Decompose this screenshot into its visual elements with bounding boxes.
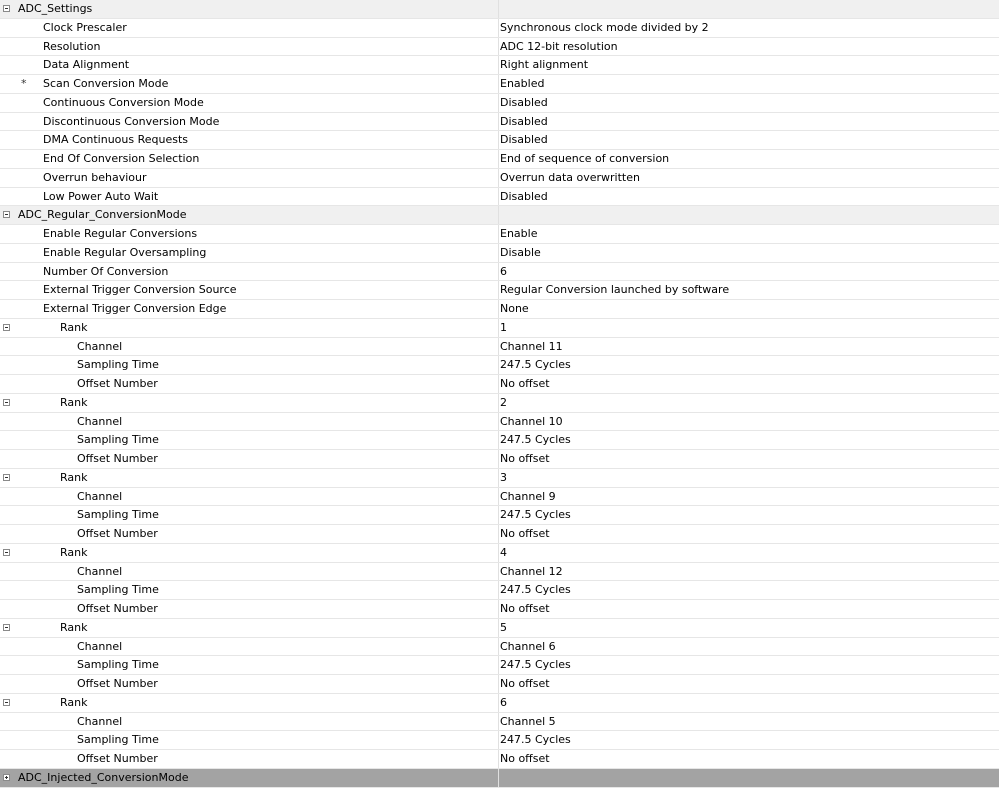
collapse-icon[interactable]: [3, 549, 10, 556]
property-name: Offset Number: [77, 377, 158, 390]
property-value[interactable]: 247.5 Cycles: [500, 583, 571, 597]
property-row[interactable]: [0, 263, 999, 282]
property-row[interactable]: [0, 375, 999, 394]
column-divider: [498, 113, 499, 131]
group-row[interactable]: [0, 206, 999, 225]
property-value[interactable]: No offset: [500, 677, 550, 690]
collapse-icon[interactable]: [3, 474, 10, 481]
property-value[interactable]: Channel 12: [500, 564, 563, 578]
property-value[interactable]: Right alignment: [500, 58, 589, 72]
property-name: Rank: [60, 545, 88, 559]
property-name: ADC_Injected_ConversionMode: [18, 770, 189, 784]
property-row[interactable]: [0, 581, 999, 600]
property-row[interactable]: [0, 94, 999, 113]
column-divider: [498, 263, 499, 281]
property-name: Sampling Time: [77, 583, 159, 597]
column-divider: [498, 131, 499, 149]
column-divider: [498, 731, 499, 749]
property-row[interactable]: [0, 675, 999, 694]
expand-icon[interactable]: [3, 774, 10, 781]
column-divider: [498, 94, 499, 112]
column-divider: [498, 150, 499, 168]
column-divider: [498, 506, 499, 524]
property-row[interactable]: [0, 300, 999, 319]
rank-row[interactable]: [0, 694, 999, 713]
column-divider: [498, 600, 499, 618]
column-divider: [498, 319, 499, 337]
property-row[interactable]: [0, 750, 999, 769]
column-divider: [498, 300, 499, 318]
collapse-icon[interactable]: [3, 624, 10, 631]
property-name: Channel: [77, 414, 123, 428]
property-value[interactable]: 247.5 Cycles: [500, 658, 571, 672]
property-row[interactable]: [0, 525, 999, 544]
property-name: Clock Prescaler: [43, 20, 127, 34]
column-divider: [498, 338, 499, 356]
property-value[interactable]: Disabled: [500, 133, 548, 147]
column-divider: [498, 188, 499, 206]
property-row[interactable]: [0, 431, 999, 450]
property-row[interactable]: [0, 656, 999, 675]
property-row[interactable]: [0, 506, 999, 525]
property-value[interactable]: 5: [500, 620, 507, 634]
property-value[interactable]: No offset: [500, 602, 550, 615]
column-divider: [498, 206, 499, 224]
property-row[interactable]: [0, 244, 999, 263]
property-value[interactable]: Channel 11: [500, 339, 563, 353]
column-divider: [498, 638, 499, 656]
property-name: Resolution: [43, 39, 101, 53]
column-divider: [498, 413, 499, 431]
rank-row[interactable]: [0, 319, 999, 338]
property-name: Offset Number: [77, 527, 158, 540]
property-value[interactable]: None: [500, 302, 529, 315]
property-name: Offset Number: [77, 452, 158, 465]
property-name: Sampling Time: [77, 658, 159, 672]
property-name: Channel: [77, 339, 123, 353]
property-value[interactable]: Channel 10: [500, 414, 563, 428]
property-name: Channel: [77, 714, 123, 728]
property-value[interactable]: ADC 12-bit resolution: [500, 39, 618, 53]
column-divider: [498, 563, 499, 581]
property-row[interactable]: [0, 338, 999, 357]
property-name: Offset Number: [77, 752, 158, 765]
group-row[interactable]: [0, 0, 999, 19]
property-value[interactable]: 247.5 Cycles: [500, 433, 571, 447]
property-row[interactable]: [0, 731, 999, 750]
property-name: Enable Regular Conversions: [43, 227, 198, 240]
column-divider: [498, 375, 499, 393]
property-value[interactable]: Disabled: [500, 95, 548, 109]
property-name: Sampling Time: [77, 733, 159, 747]
property-name: Number Of Conversion: [43, 264, 169, 278]
property-value[interactable]: End of sequence of conversion: [500, 152, 670, 165]
property-value[interactable]: Enabled: [500, 77, 545, 90]
property-value[interactable]: Disable: [500, 245, 541, 259]
column-divider: [498, 694, 499, 712]
column-divider: [498, 244, 499, 262]
property-row[interactable]: [0, 38, 999, 57]
property-value[interactable]: 3: [500, 470, 507, 484]
property-value[interactable]: Channel 9: [500, 489, 556, 503]
column-divider: [498, 525, 499, 543]
property-name: Low Power Auto Wait: [43, 189, 159, 203]
property-value[interactable]: 6: [500, 695, 507, 709]
column-divider: [498, 544, 499, 562]
column-divider: [498, 281, 499, 299]
column-divider: [498, 713, 499, 731]
property-row[interactable]: [0, 713, 999, 732]
property-row[interactable]: [0, 356, 999, 375]
column-divider: [498, 656, 499, 674]
property-name: Data Alignment: [43, 58, 130, 72]
property-name: External Trigger Conversion Edge: [43, 302, 227, 315]
property-value[interactable]: Disabled: [500, 114, 548, 128]
property-name: Sampling Time: [77, 358, 159, 372]
collapse-icon[interactable]: [3, 5, 10, 12]
property-name: Overrun behaviour: [43, 170, 147, 184]
column-divider: [498, 431, 499, 449]
column-divider: [498, 356, 499, 374]
property-row[interactable]: [0, 188, 999, 207]
property-row[interactable]: [0, 413, 999, 432]
property-name: External Trigger Conversion Source: [43, 283, 237, 297]
property-name: Continuous Conversion Mode: [43, 95, 204, 109]
modified-marker: *: [21, 77, 27, 90]
property-name: Enable Regular Oversampling: [43, 245, 207, 259]
property-value[interactable]: 6: [500, 264, 507, 278]
property-row[interactable]: [0, 450, 999, 469]
property-row[interactable]: [0, 600, 999, 619]
property-value[interactable]: 2: [500, 395, 507, 409]
property-value[interactable]: No offset: [500, 527, 550, 540]
property-row[interactable]: [0, 75, 999, 94]
property-row[interactable]: [0, 19, 999, 38]
property-name: Rank: [60, 695, 88, 709]
column-divider: [498, 56, 499, 74]
property-row[interactable]: [0, 150, 999, 169]
column-divider: [498, 394, 499, 412]
property-row[interactable]: [0, 131, 999, 150]
property-name: Offset Number: [77, 677, 158, 690]
collapse-icon[interactable]: [3, 399, 10, 406]
collapse-icon[interactable]: [3, 211, 10, 218]
property-name: Sampling Time: [77, 508, 159, 522]
column-divider: [498, 675, 499, 693]
property-name: ADC_Settings: [18, 2, 93, 15]
property-row[interactable]: [0, 169, 999, 188]
column-divider: [498, 19, 499, 37]
property-value[interactable]: No offset: [500, 452, 550, 465]
property-row[interactable]: [0, 638, 999, 657]
column-divider: [498, 38, 499, 56]
column-divider: [498, 0, 499, 18]
property-name: Discontinuous Conversion Mode: [43, 114, 220, 128]
group-row[interactable]: [0, 769, 999, 788]
property-name: Channel: [77, 639, 123, 653]
property-value[interactable]: No offset: [500, 377, 550, 390]
property-row[interactable]: [0, 563, 999, 582]
property-value[interactable]: 4: [500, 545, 507, 559]
property-name: Scan Conversion Mode: [43, 77, 169, 90]
property-name: Rank: [60, 470, 88, 484]
property-name: DMA Continuous Requests: [43, 133, 189, 147]
property-value[interactable]: 1: [500, 320, 507, 334]
collapse-icon[interactable]: [3, 699, 10, 706]
property-value[interactable]: Disabled: [500, 189, 548, 203]
property-value[interactable]: Enable: [500, 227, 538, 240]
property-name: Sampling Time: [77, 433, 159, 447]
property-row[interactable]: [0, 488, 999, 507]
collapse-icon[interactable]: [3, 324, 10, 331]
property-row[interactable]: [0, 281, 999, 300]
property-name: Channel: [77, 489, 123, 503]
column-divider: [498, 488, 499, 506]
property-name: Rank: [60, 320, 88, 334]
rank-row[interactable]: [0, 619, 999, 638]
property-row[interactable]: [0, 225, 999, 244]
property-name: Channel: [77, 564, 123, 578]
column-divider: [498, 619, 499, 637]
column-divider: [498, 450, 499, 468]
property-row[interactable]: [0, 56, 999, 75]
column-divider: [498, 769, 499, 787]
property-value[interactable]: 247.5 Cycles: [500, 733, 571, 747]
property-name: Rank: [60, 620, 88, 634]
property-name: End Of Conversion Selection: [43, 152, 200, 165]
property-value[interactable]: Synchronous clock mode divided by 2: [500, 20, 709, 34]
column-divider: [498, 225, 499, 243]
column-divider: [498, 75, 499, 93]
column-divider: [498, 469, 499, 487]
property-name: ADC_Regular_ConversionMode: [18, 208, 187, 222]
property-value[interactable]: 247.5 Cycles: [500, 358, 571, 372]
property-row[interactable]: [0, 113, 999, 132]
column-divider: [498, 169, 499, 187]
rank-row[interactable]: [0, 469, 999, 488]
property-value[interactable]: 247.5 Cycles: [500, 508, 571, 522]
property-value[interactable]: Overrun data overwritten: [500, 170, 640, 184]
property-name: Rank: [60, 395, 88, 409]
rank-row[interactable]: [0, 394, 999, 413]
property-name: Offset Number: [77, 602, 158, 615]
property-value[interactable]: Channel 5: [500, 714, 556, 728]
column-divider: [498, 750, 499, 768]
column-divider: [498, 581, 499, 599]
rank-row[interactable]: [0, 544, 999, 563]
property-value[interactable]: Regular Conversion launched by software: [500, 283, 730, 297]
property-value[interactable]: No offset: [500, 752, 550, 765]
property-value[interactable]: Channel 6: [500, 639, 556, 653]
